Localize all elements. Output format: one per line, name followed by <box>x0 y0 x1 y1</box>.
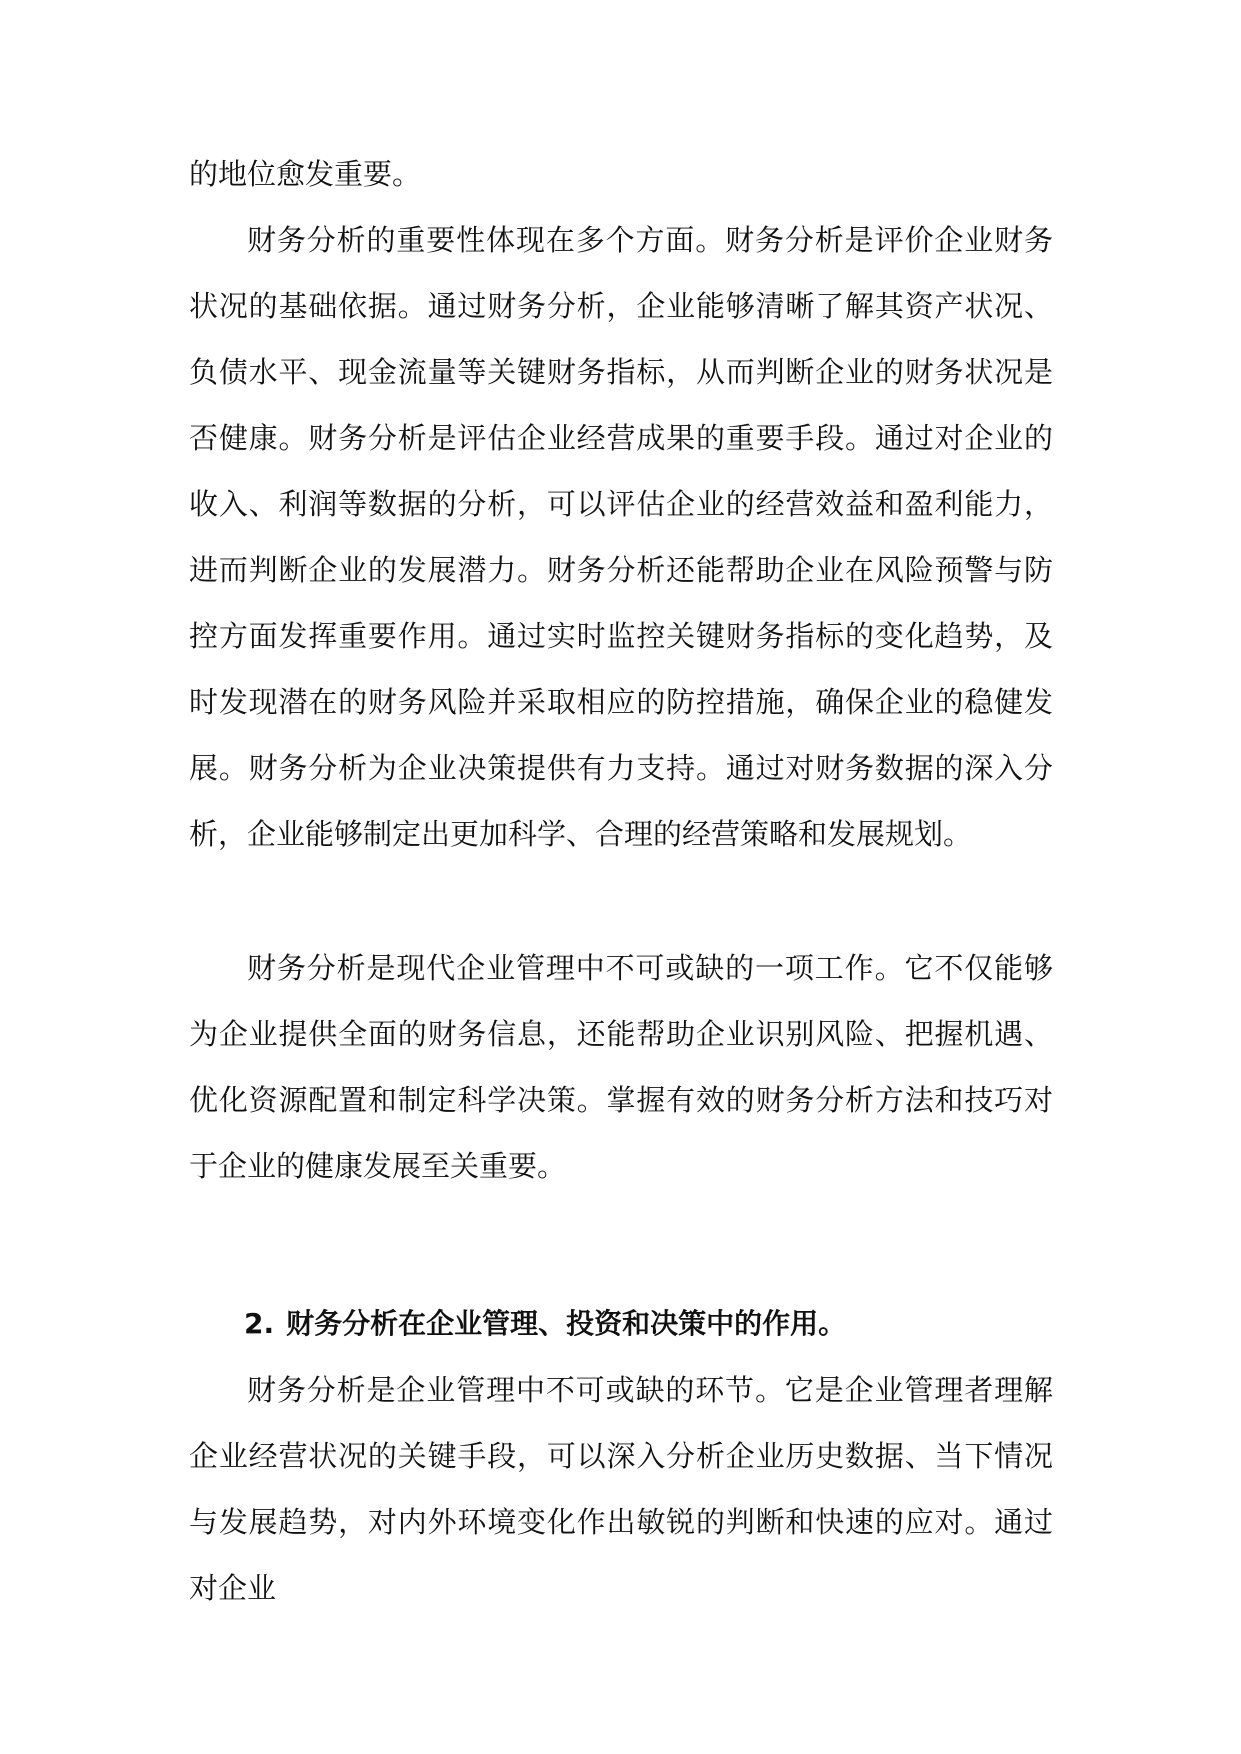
paragraph-summary: 财务分析是现代企业管理中不可或缺的一项工作。它不仅能够为企业提供全面的财务信息，还能帮助企业识别风险、把握机遇、优化资源配置和制定科学决策。掌握有效的财务分析方法和技巧对于企业的健康发展至关重要。 <box>189 951 1053 1183</box>
paragraph-management-role: 财务分析是企业管理中不可或缺的环节。它是企业管理者理解企业经营状况的关键手段，可以深入分析企业历史数据、当下情况与发展趋势，对内外环境变化作出敏锐的判断和快速的应对。通过对企业 <box>189 1373 1053 1605</box>
section-number: 2. <box>244 1307 275 1340</box>
section-title: 财务分析在企业管理、投资和决策中的作用。 <box>286 1307 847 1340</box>
paragraph-continuation: 的地位愈发重要。 <box>189 157 422 191</box>
section-heading <box>244 1291 846 1357</box>
paragraph-importance: 财务分析的重要性体现在多个方面。财务分析是评价企业财务状况的基础依据。通过财务分析，企业能够清晰了解其资产状况、负债水平、现金流量等关键财务指标，从而判断企业的财务状况是否健康。财务分析是评估企业经营成果的重要手段。通过对企业的收入、利润等数据的分析，可以评估企业的经营效益和盈利能力，进而判断企业的发展潜力。财务分析还能帮助企业在风险预警与防控方面发挥重要作用。通过实时监控关键财务指标的变化趋势，及时发现潜在的财务风险并采取相应的防控措施，确保企业的稳健发展。财务分析为企业决策提供有力支持。通过对财务数据的深入分析，企业能够制定出更加科学、合理的经营策略和发展规划。 <box>189 223 1053 851</box>
